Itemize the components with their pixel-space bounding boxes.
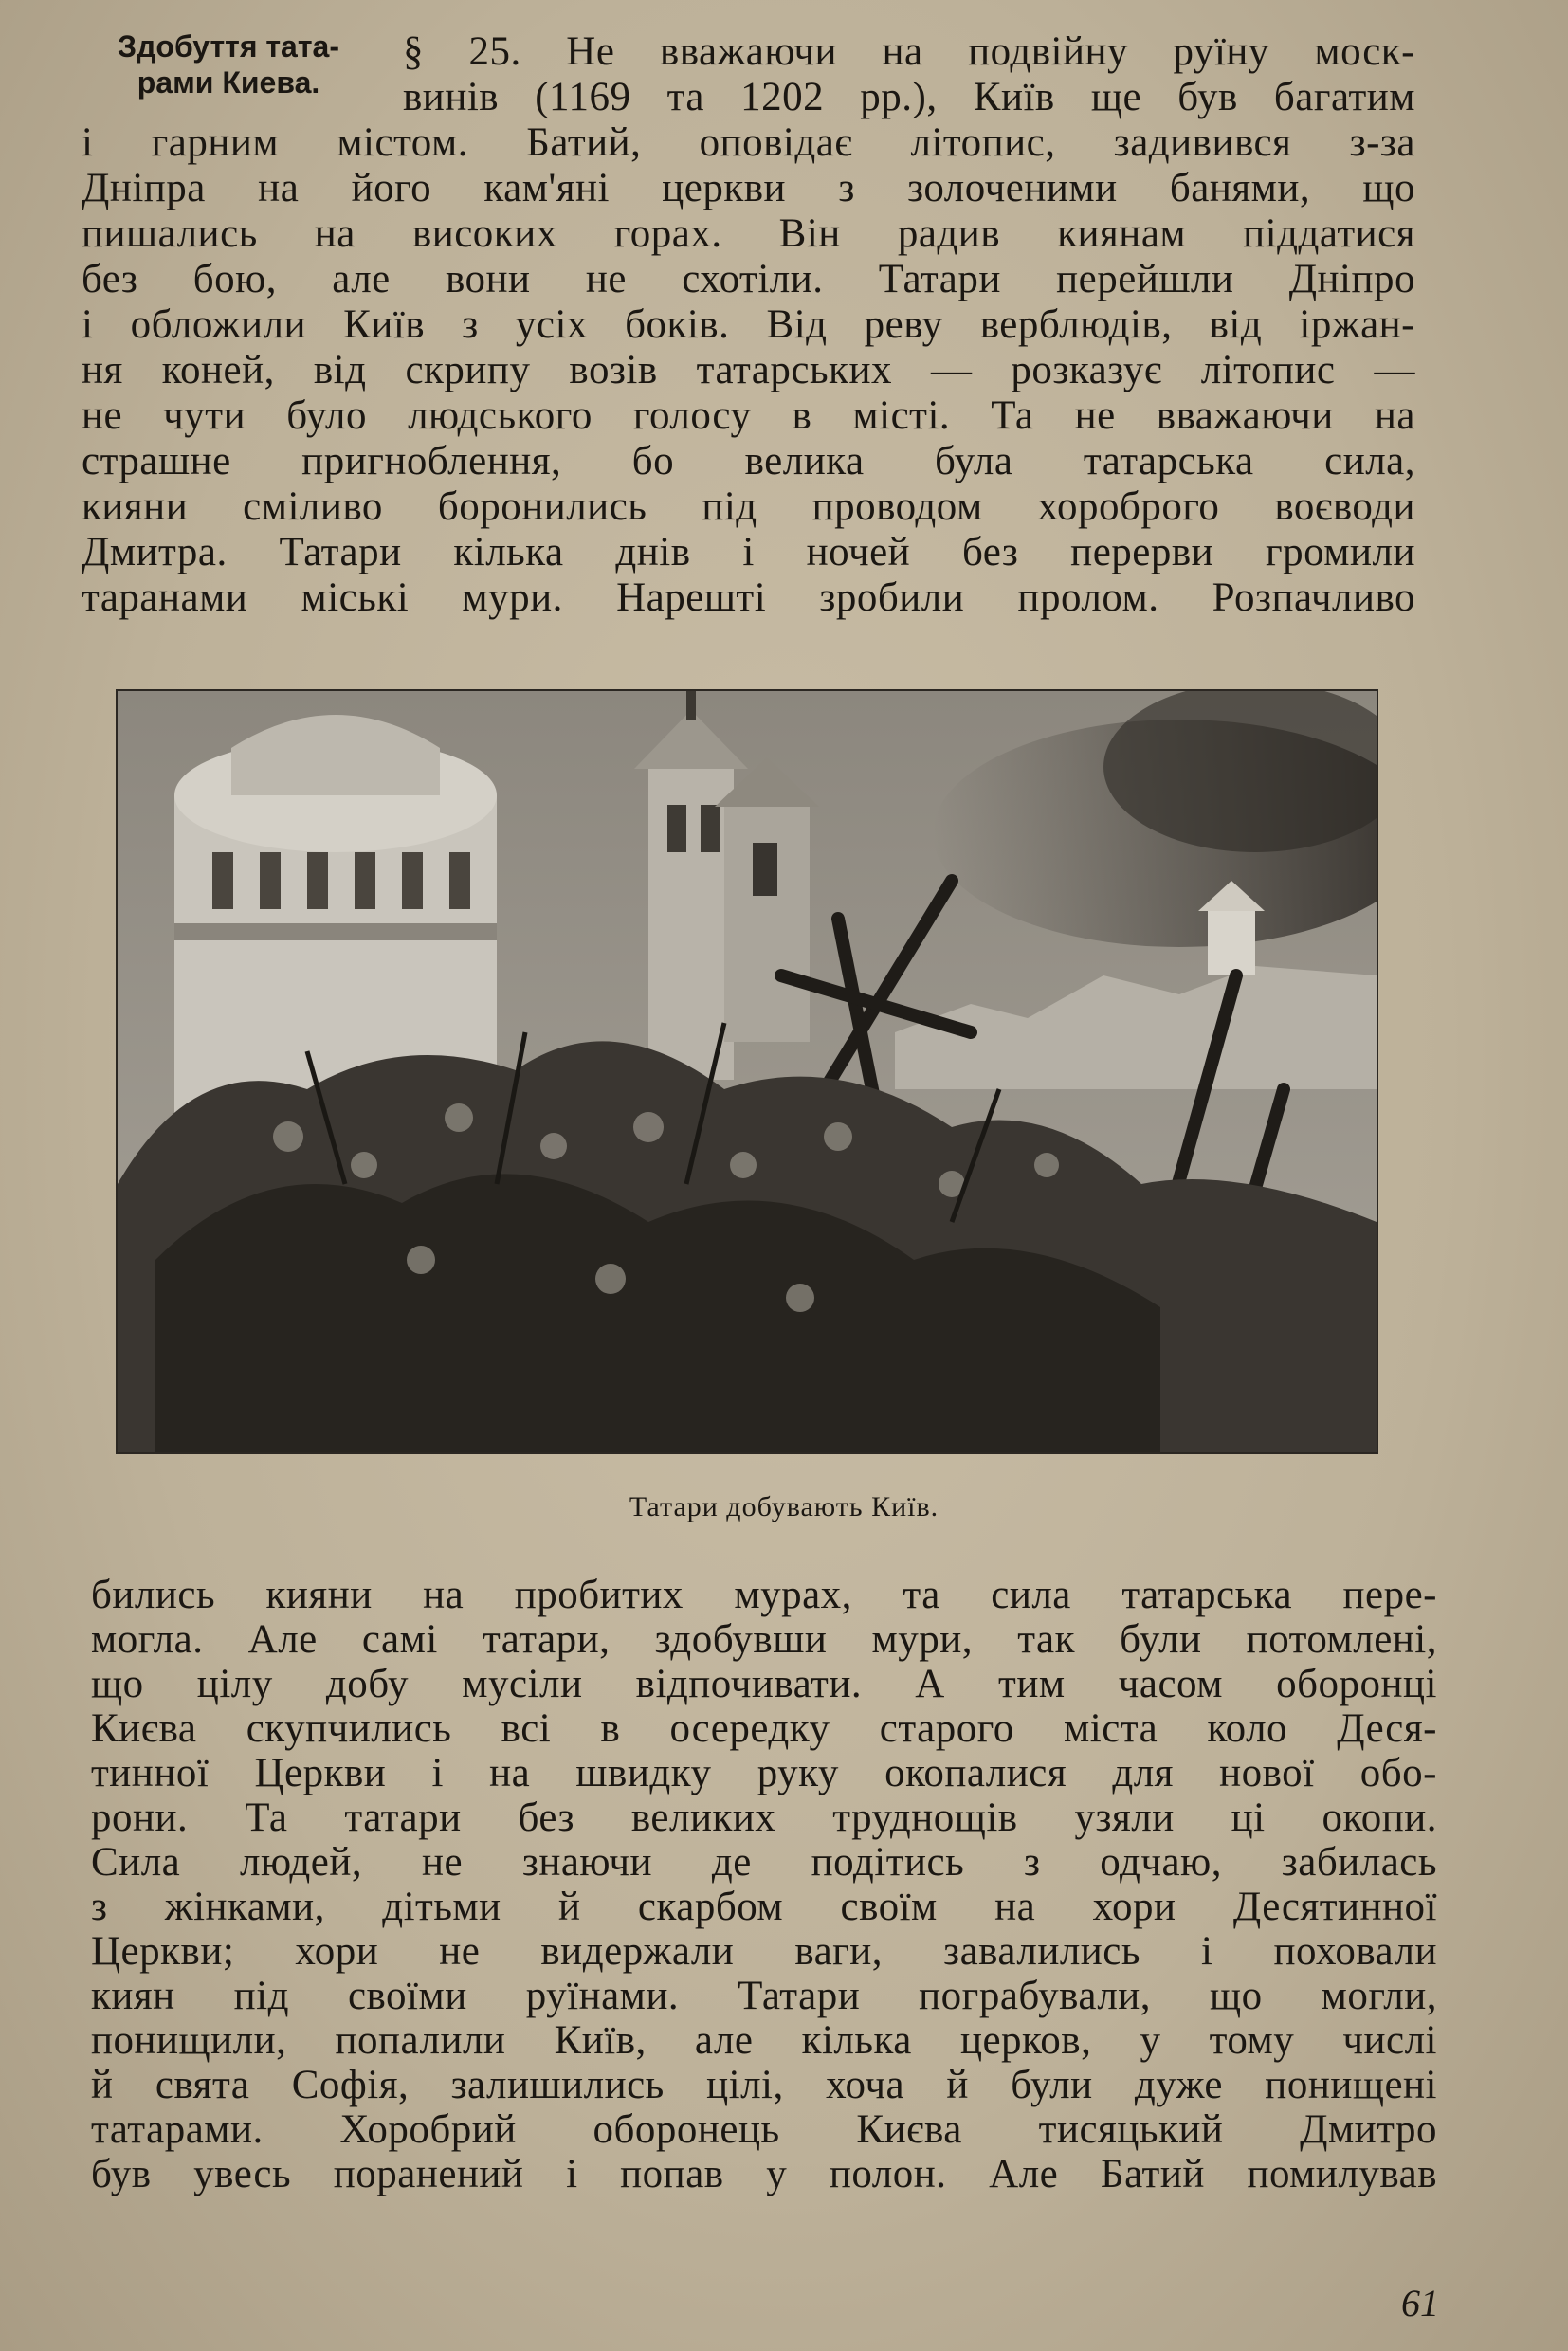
margin-heading-line: Здобуття тата- — [118, 29, 339, 64]
text-line: Києва скупчились всі в осередку старого міста коло Деся- — [91, 1706, 1437, 1751]
figure-caption: Татари добувають Київ. — [629, 1491, 939, 1522]
text-line: тинної Церкви і на швидку руку окопалися для нової обо- — [91, 1751, 1437, 1795]
text-line: кияни сміливо боронились під проводом хороброго воєводи — [82, 484, 1415, 529]
text-line: Дніпра на його кам'яні церкви з золоченими банями, що — [82, 166, 1415, 210]
text-line: таранами міські мури. Нарешті зробили пролом. Розпачливо — [82, 575, 1415, 620]
text-line: що цілу добу мусіли відпочивати. А тим часом оборонці — [91, 1662, 1437, 1706]
text-line: татарами. Хоробрий оборонець Києва тисяцький Дмитро — [91, 2107, 1437, 2152]
text-line: Церкви; хори не видержали ваги, завалились і поховали — [91, 1929, 1437, 1974]
text-line: винів (1169 та 1202 рр.), Київ ще був багатим — [403, 75, 1415, 119]
text-line: пишались на високих горах. Він радив киянам піддатися — [82, 211, 1415, 256]
text-line: рони. Та татари без великих труднощів узяли ці окопи. — [91, 1795, 1437, 1840]
margin-heading — [91, 28, 366, 100]
page-number: 61 — [1401, 2282, 1439, 2324]
text-line: був увесь поранений і попав у полон. Але Батий помилував — [91, 2152, 1437, 2196]
text-line: § 25. Не вважаючи на подвійну руїну моск- — [403, 29, 1415, 74]
margin-heading-line: рами Киева. — [137, 65, 320, 100]
text-line: без бою, але вони не схотіли. Татари перейшли Дніпро — [82, 257, 1415, 301]
text-line: Сила людей, не знаючи де подітись з одчаю, забилась — [91, 1840, 1437, 1885]
text-line: понищили, попалили Київ, але кілька церков, у тому числі — [91, 2018, 1437, 2063]
text-line: з жінками, дітьми й скарбом своїм на хори Десятинної — [91, 1885, 1437, 1929]
text-line: і обложили Київ з усіх боків. Від реву верблюдів, від іржан- — [82, 302, 1415, 347]
illustration-tatars-take-kyiv — [116, 689, 1378, 1454]
text-line: киян під своїми руїнами. Татари пограбували, що могли, — [91, 1974, 1437, 2018]
text-line: і гарним містом. Батий, оповідає літопис, задивився з-за — [82, 120, 1415, 165]
text-line: ня коней, від скрипу возів татарських — розказує літопис — — [82, 348, 1415, 392]
text-line: могла. Але самі татари, здобувши мури, так були потомлені, — [91, 1617, 1437, 1662]
text-line: Дмитра. Татари кілька днів і ночей без перерви громили — [82, 530, 1415, 574]
text-line: бились кияни на пробитих мурах, та сила татарська пере- — [91, 1573, 1437, 1617]
text-line: й свята Софія, залишились цілі, хоча й були дуже понищені — [91, 2063, 1437, 2107]
text-line: страшне пригноблення, бо велика була татарська сила, — [82, 439, 1415, 483]
text-line: не чути було людського голосу в місті. Та не вважаючи на — [82, 393, 1415, 438]
